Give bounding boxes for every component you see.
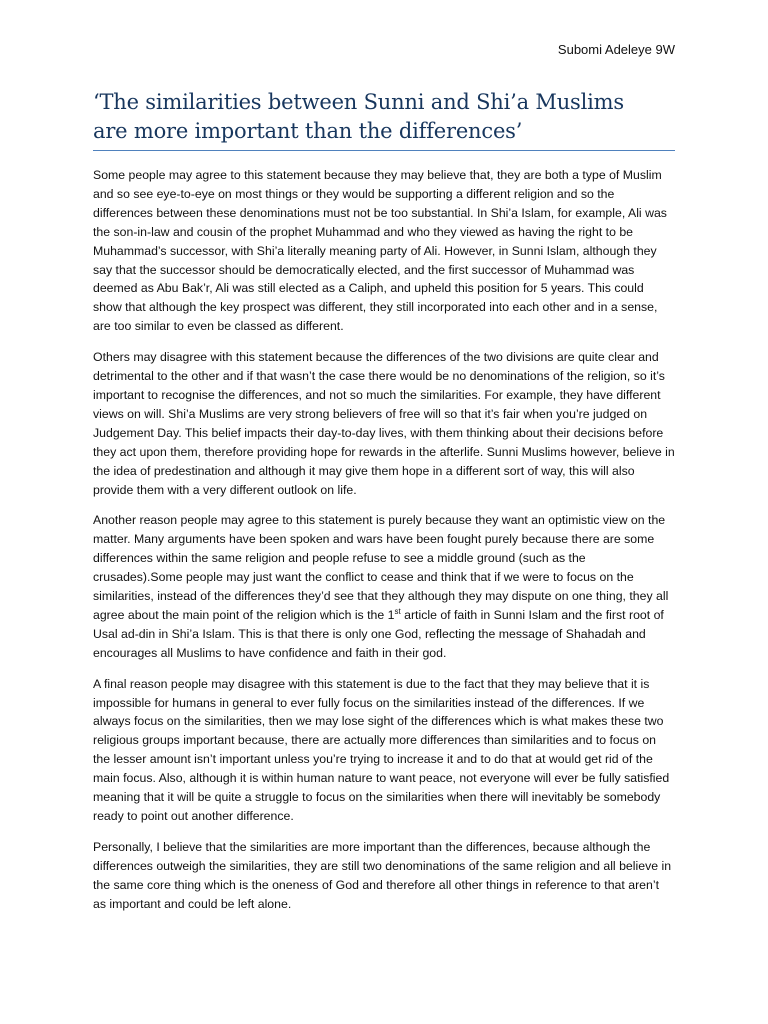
paragraph-3 xyxy=(93,511,675,662)
ordinal-superscript: st xyxy=(394,606,401,616)
paragraph-1: Some people may agree to this statement because they may believe that, they are both a type of Muslim and so see eye-to-eye on most things or they would be supporting a different religion and so the differences between these denominations must not be too substantial. In Shi’a Islam, for example, Ali was the son-in-law and cousin of the prophet Muhammad and who they viewed as having the right to be Muhammad’s successor, with Shi’a literally meaning party of Ali. However, in Sunni Islam, although they say that the successor should be democratically elected, and the first successor of Muhammad was deemed as Abu Bak’r, Ali was still elected as a Caliph, and upheld this position for 5 years. This could show that although the key prospect was different, they still incorporated into each other and in a sense, are too similar to even be classed as different. xyxy=(93,168,667,334)
paragraph-3-text-a: Another reason people may agree to this statement is purely because they want an optimistic view on the matter. Many arguments have been spoken and wars have been fought purely because there are some differences within the same religion and people refuse to see a middle ground (such as the crusades).Some people may just want the conflict to cease and think that if we were to focus on the similarities, instead of the differences they’d see that they although they may dispute on one thing, they all agree about the main point of the religion which is the 1 xyxy=(93,513,669,622)
paragraph-5: Personally, I believe that the similarities are more important than the differences, because although the differences outweigh the similarities, they are still two denominations of the same religion and all believe in the same core thing which is the oneness of God and therefore all other things in reference to that aren’t as important and could be left alone. xyxy=(93,839,672,911)
paragraph-4: A final reason people may disagree with this statement is due to the fact that they may believe that it is impossible for humans in general to ever fully focus on the similarities instead of the differences. If we always focus on the similarities, then we may lose sight of the differences which is what makes these two religious groups important because, there are actually more differences than similarities and to focus on the lesser amount isn’t important unless you’re trying to increase it and to do that at would get rid of the main focus. Also, although it is within human nature to want peace, not everyone will ever be fully satisfied meaning that it will be quite a struggle to focus on the similarities when there will inevitably be somebody ready to point out another difference. xyxy=(93,676,670,823)
essay-body xyxy=(93,166,675,926)
paragraph-3-text-b: article of faith in Sunni Islam and the first root of Usal ad-din in Shi’a Islam. This is that there is only one God, reflecting the message of Shahadah and encourages all Muslims to have confidence and faith in their god. xyxy=(93,607,664,660)
paragraph-2: Others may disagree with this statement because the differences of the two divisions are quite clear and detrimental to the other and if that wasn’t the case there would be no denominations of the religion, so it’s important to recognise the differences, and not so much the similarities. For example, they have different views on will. Shi’a Muslims are very strong believers of free will so that it’s fair when you’re judged on Judgement Day. This belief impacts their day-to-day lives, with them thinking about their decisions before they act upon them, therefore providing hope for rewards in the afterlife. Sunni Muslims however, believe in the idea of predestination and although it may give them hope in a different sort of way, this will also provide them with a very different outlook on life. xyxy=(93,350,675,497)
title-block xyxy=(93,88,675,151)
author-name: Subomi Adeleye 9W xyxy=(557,42,675,57)
title-line-1: ‘The similarities between Sunni and Shi’a Muslims xyxy=(93,90,624,114)
essay-title xyxy=(93,88,675,146)
title-line-2: are more important than the differences’ xyxy=(93,119,523,143)
